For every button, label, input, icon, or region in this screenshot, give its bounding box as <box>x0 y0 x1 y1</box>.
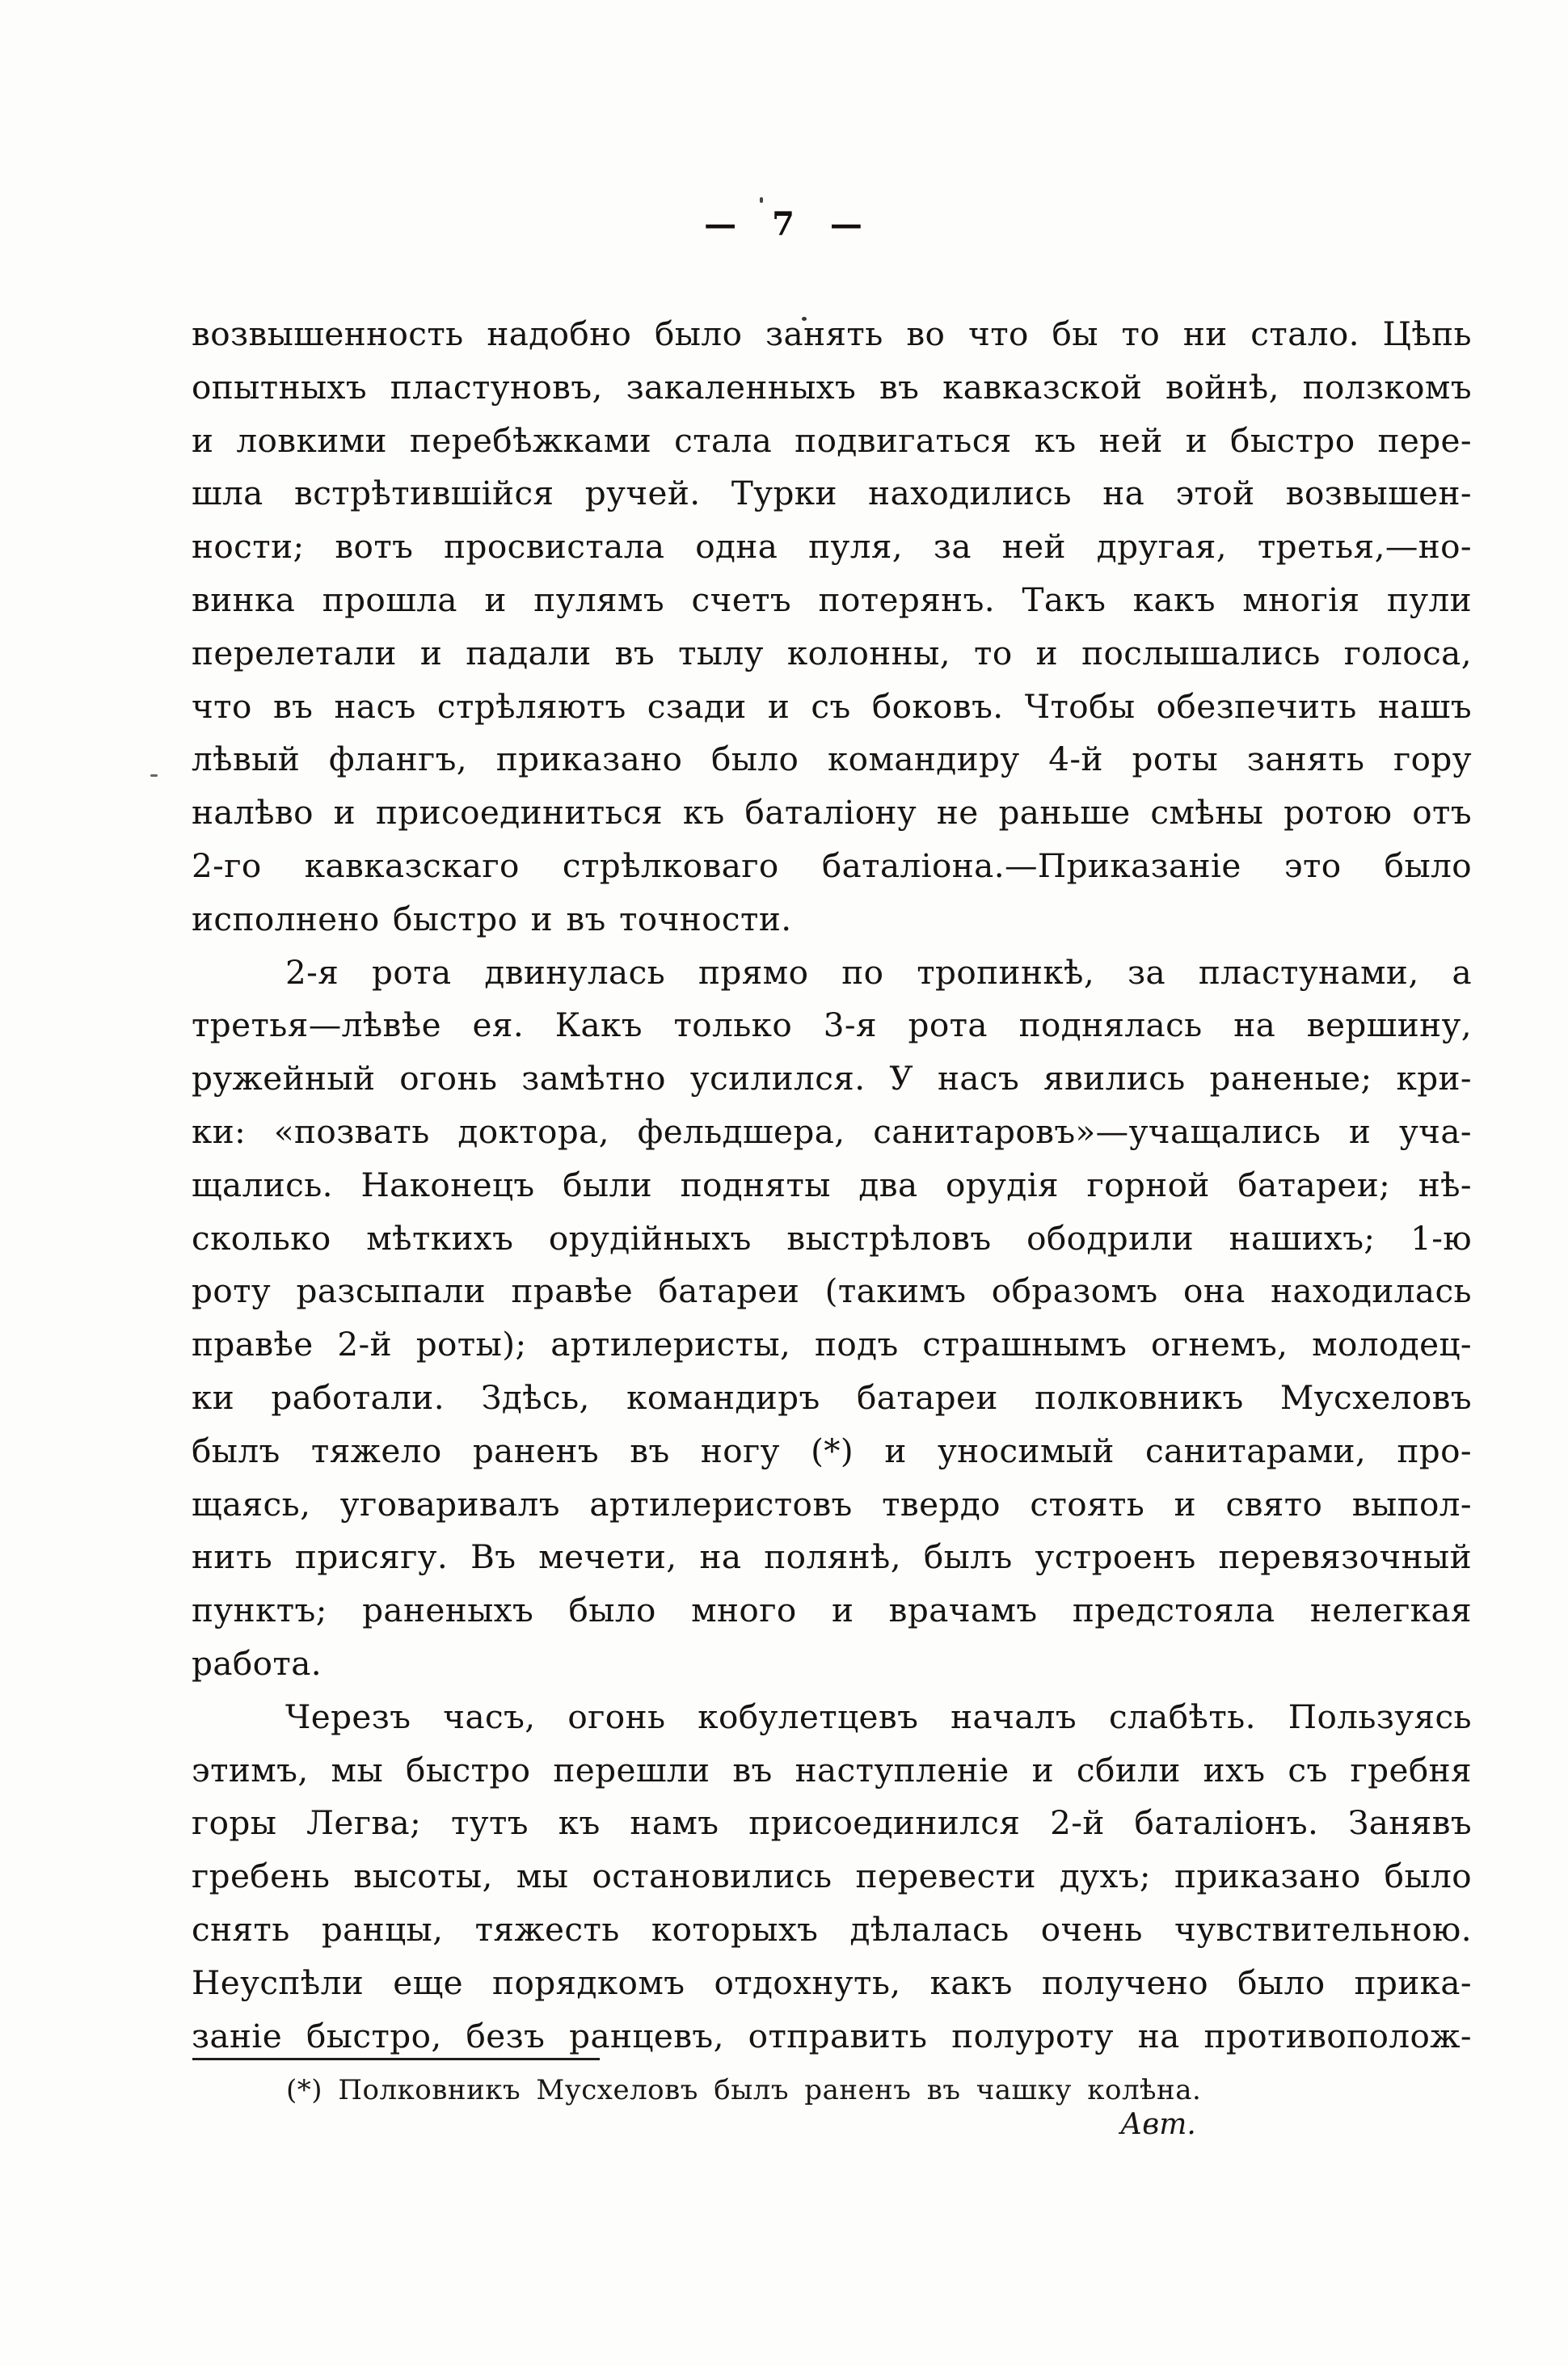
scan-speck <box>150 774 158 777</box>
footnote-text: (*) Полковникъ Мусхеловъ былъ раненъ въ чашку колѣна. <box>286 2074 1202 2106</box>
text-line: ности; вотъ просвистала одна пуля, за ней другая, третья,—но- <box>192 527 1472 567</box>
text-line: сколько мѣткихъ орудійныхъ выстрѣловъ ободрили нашихъ; 1-ю <box>192 1218 1472 1258</box>
text-line: Неуспѣли еще порядкомъ отдохнуть, какъ получено было прика- <box>192 1962 1472 2002</box>
text-line: пунктъ; раненыхъ было много и врачамъ предстояла нелегкая <box>192 1591 1472 1630</box>
text-line: былъ тяжело раненъ въ ногу (*) и уносимый санитарами, про- <box>192 1431 1472 1470</box>
text-line: исполнено быстро и въ точности. <box>192 899 792 938</box>
text-line: перелетали и падали въ тылу колонны, то и послышались голоса, <box>192 633 1472 672</box>
text-line: и ловкими перебѣжками стала подвигаться къ ней и быстро пере- <box>192 420 1472 460</box>
text-line: ки: «позвать доктора, фельдшера, санитаровъ»—учащались и уча- <box>192 1111 1472 1151</box>
text-line: щались. Наконецъ были подняты два орудія горной батареи; нѣ- <box>192 1165 1472 1204</box>
page-number: — 7 — <box>704 205 864 243</box>
text-block <box>192 308 1472 2063</box>
text-line: ружейный огонь замѣтно усилился. У насъ явились раненые; кри- <box>192 1059 1472 1098</box>
text-line: этимъ, мы быстро перешли въ наступленіе и сбили ихъ съ гребня <box>192 1750 1472 1790</box>
text-line: горы Легва; тутъ къ намъ присоединился 2-й баталіонъ. Занявъ <box>192 1803 1472 1843</box>
text-line: роту разсыпали правѣе батареи (такимъ образомъ она находилась <box>192 1271 1472 1311</box>
author-signature: Авт. <box>1120 2108 1196 2141</box>
footnote-rule <box>192 2058 600 2060</box>
text-line: опытныхъ пластуновъ, закаленныхъ въ кавказской войнѣ, ползкомъ <box>192 367 1472 407</box>
text-line: заніе быстро, безъ ранцевъ, отправить полуроту на противополож- <box>192 2016 1472 2055</box>
text-line: правѣе 2-й роты); артилеристы, подъ страшнымъ огнемъ, молодец- <box>192 1325 1472 1364</box>
text-line: Черезъ часъ, огонь кобулетцевъ началъ слабѣть. Пользуясь <box>285 1697 1472 1736</box>
text-line: ки работали. Здѣсь, командиръ батареи полковникъ Мусхеловъ <box>192 1377 1472 1417</box>
text-line: возвышенность надобно было занять во что бы то ни стало. Цѣпь <box>192 314 1472 353</box>
text-line: снять ранцы, тяжесть которыхъ дѣлалась очень чувствительною. <box>192 1909 1472 1949</box>
text-line: 2-я рота двинулась прямо по тропинкѣ, за пластунами, а <box>285 952 1472 992</box>
text-line: шла встрѣтившійся ручей. Турки находились на этой возвышен- <box>192 474 1472 513</box>
text-line: работа. <box>192 1643 322 1683</box>
text-line: щаясь, уговаривалъ артилеристовъ твердо стоять и свято выпол- <box>192 1484 1472 1524</box>
text-line: налѣво и присоединиться къ баталіону не раньше смѣны ротою отъ <box>192 793 1472 833</box>
text-line: нить присягу. Въ мечети, на полянѣ, былъ устроенъ перевязочный <box>192 1537 1472 1577</box>
scan-speck <box>760 197 763 203</box>
text-line: гребень высоты, мы остановились перевести духъ; приказано было <box>192 1857 1472 1896</box>
text-line: 2-го кавказскаго стрѣлковаго баталіона.—Приказаніе это было <box>192 845 1472 885</box>
text-line: винка прошла и пулямъ счетъ потерянъ. Такъ какъ многія пули <box>192 580 1472 619</box>
text-line: что въ насъ стрѣляютъ сзади и съ боковъ. Чтобы обезпечить нашъ <box>192 686 1472 726</box>
text-line: лѣвый флангъ, приказано было командиру 4-й роты занять гору <box>192 740 1472 779</box>
text-line: третья—лѣвѣе ея. Какъ только 3-я рота поднялась на вершину, <box>192 1005 1472 1045</box>
